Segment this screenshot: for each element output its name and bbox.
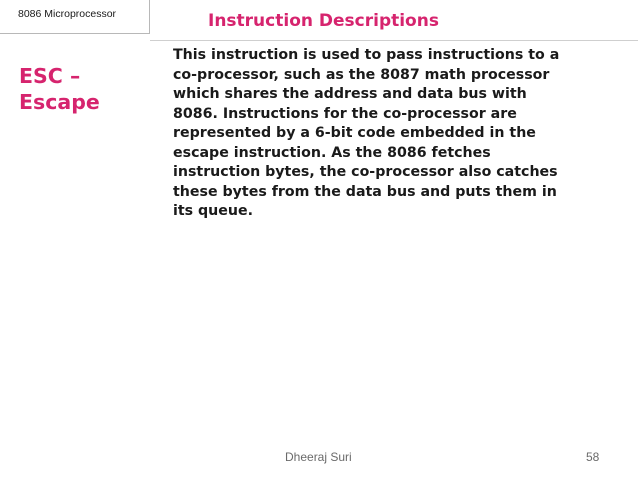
instruction-name-line: ESC – [19,64,81,88]
instruction-description [173,46,613,222]
description-line: escape instruction. As the 8086 fetches [173,144,491,161]
description-line: This instruction is used to pass instructions to a [173,47,560,63]
instruction-name-line: Escape [19,90,100,114]
slide-title: Instruction Descriptions [208,11,439,31]
footer-author: Dheeraj Suri [285,450,352,464]
instruction-name [19,63,144,115]
description-line: instruction bytes, the co-processor also catches [173,164,558,180]
description-line: 8086. Instructions for the co-processor are [173,105,517,122]
description-line: co-processor, such as the 8087 math processor [173,66,550,83]
description-line: its queue. [173,203,254,219]
header-divider [150,40,638,41]
page-number: 58 [586,450,600,464]
course-label: 8086 Microprocessor [18,8,117,20]
description-line: which shares the address and data bus with [173,86,527,102]
description-line: represented by a 6-bit code embedded in the [173,125,536,141]
description-line: these bytes from the data bus and puts them in [173,183,557,200]
